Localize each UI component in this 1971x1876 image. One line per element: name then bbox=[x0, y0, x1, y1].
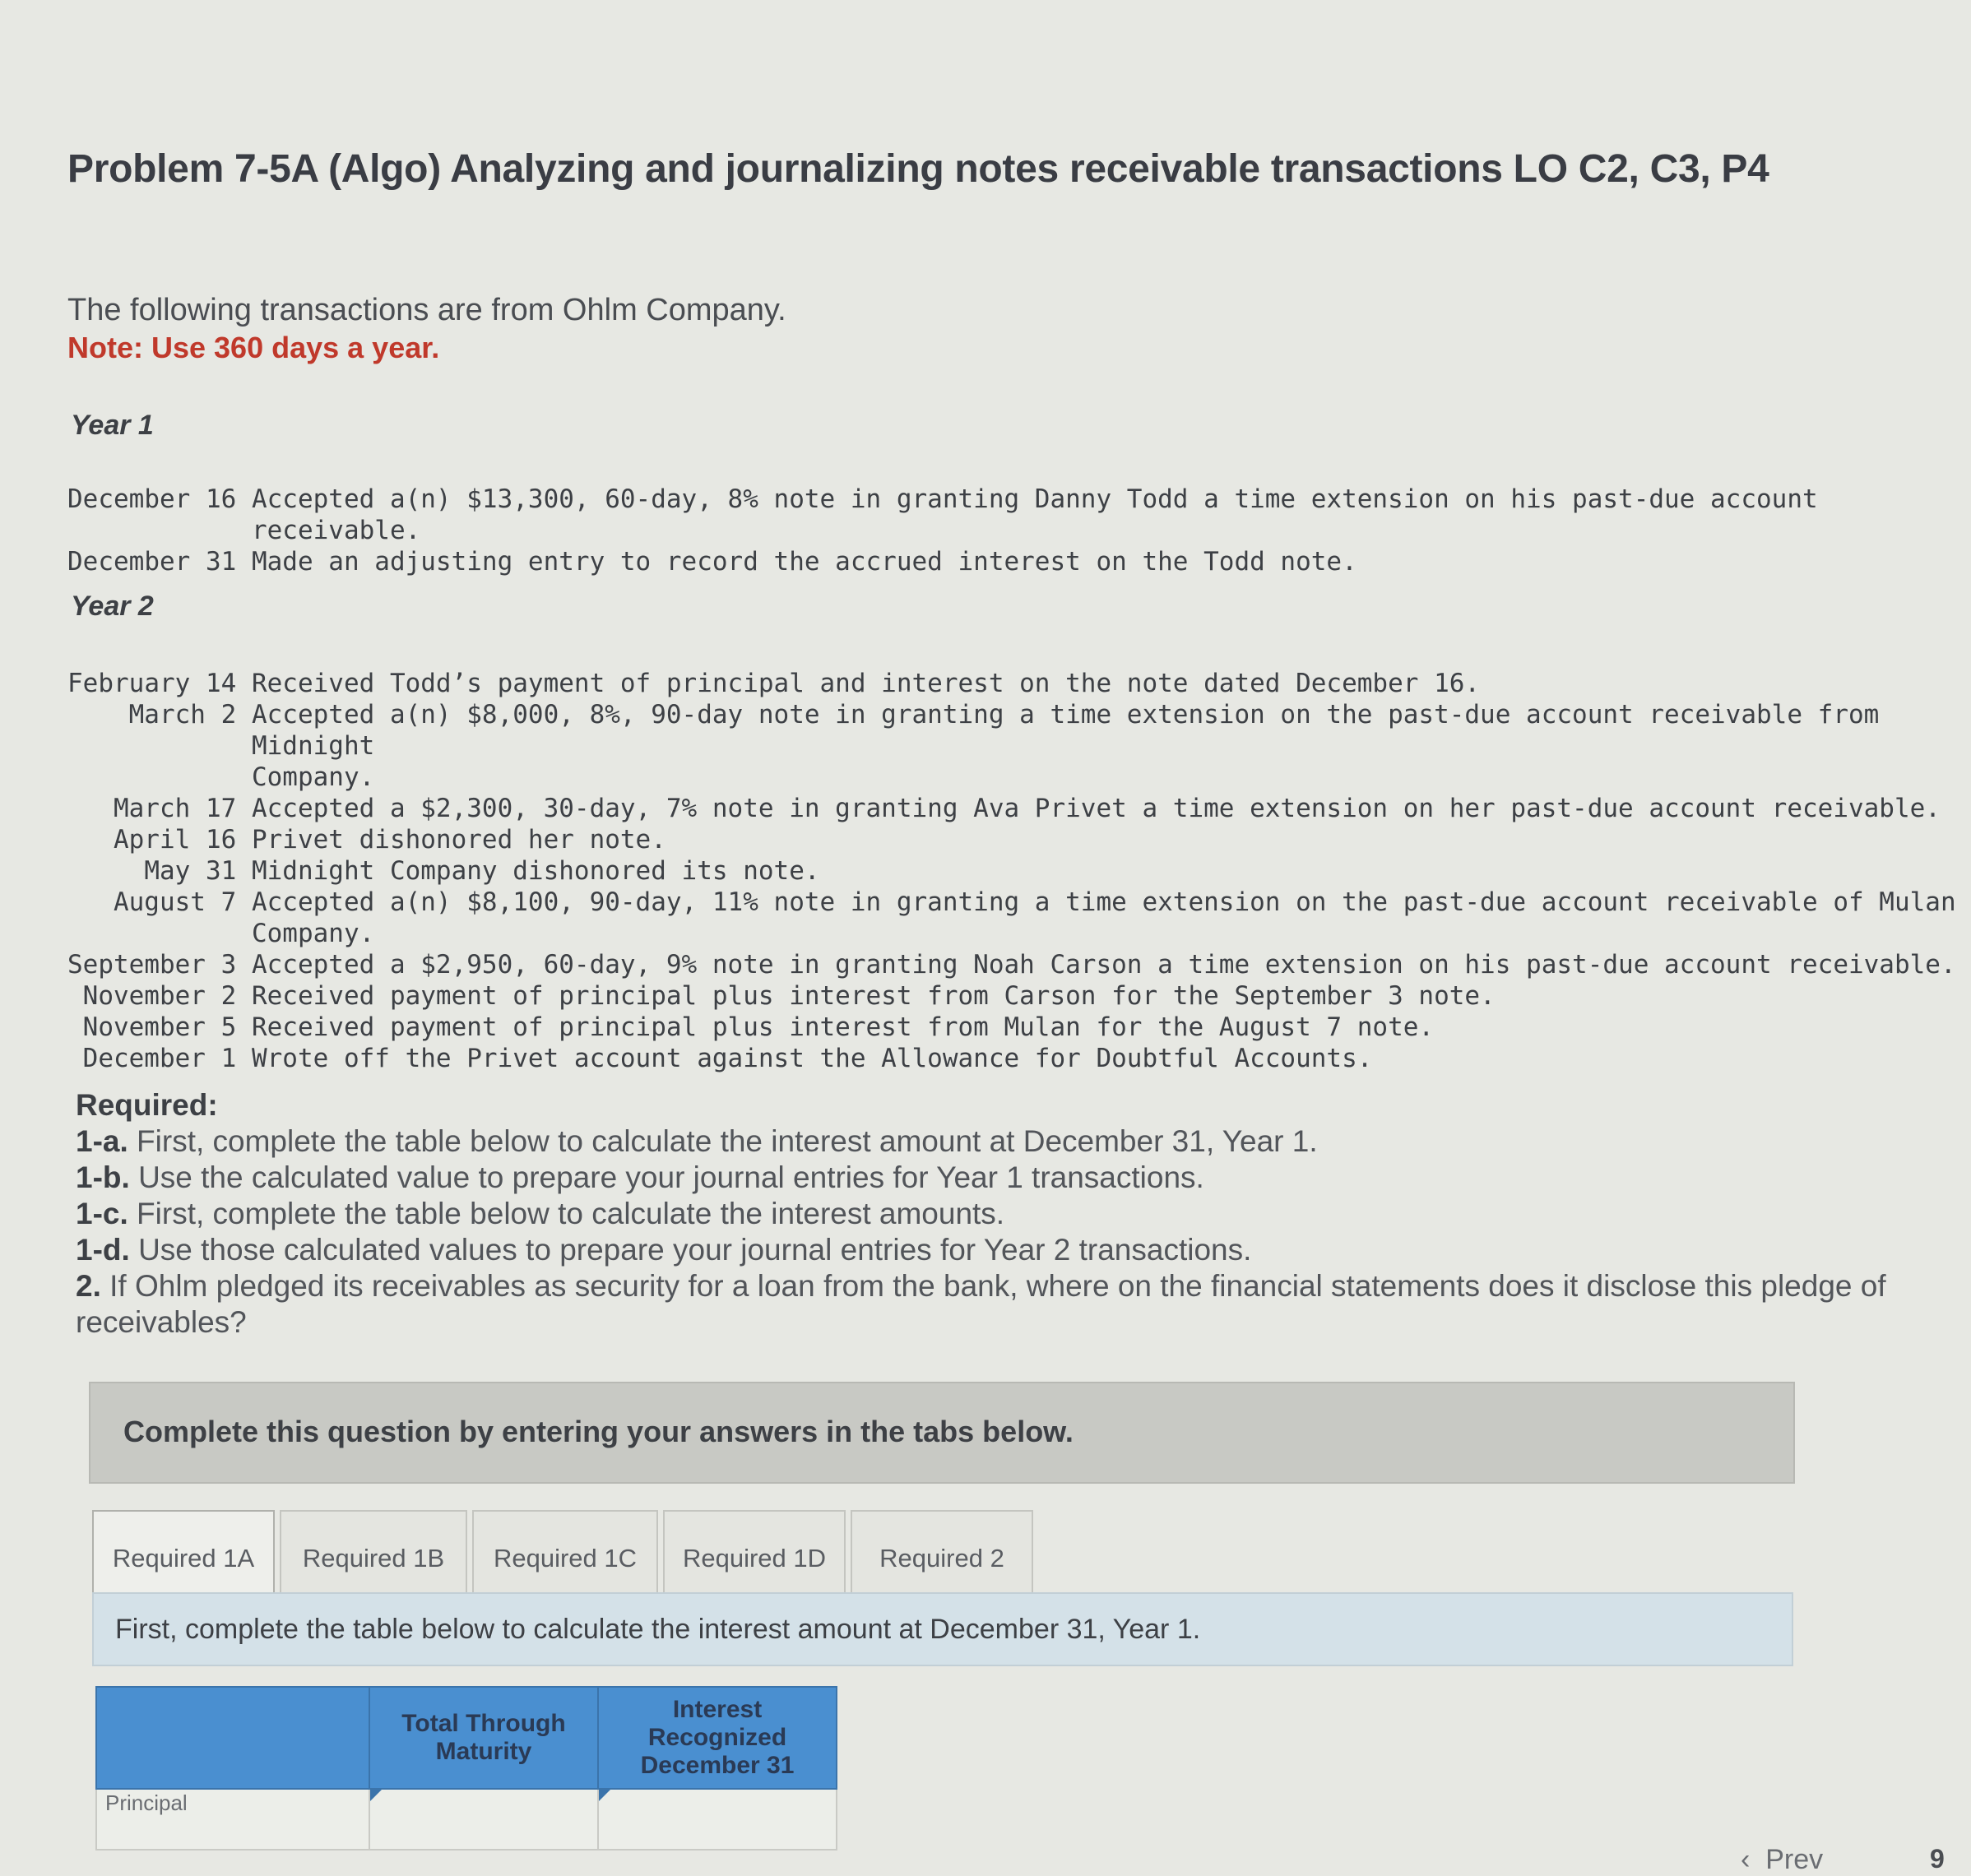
required-item-tag: 2. bbox=[76, 1269, 101, 1303]
transaction-date: May 31 bbox=[144, 856, 237, 886]
transaction-date: February 14 bbox=[67, 669, 237, 698]
panel-heading: Complete this question by entering your answers in the tabs below. bbox=[123, 1415, 1074, 1448]
table-header-blank bbox=[96, 1687, 369, 1789]
transaction-text: Made an adjusting entry to record the accrued interest on the Todd note. bbox=[251, 547, 1357, 577]
required-item-tag: 1-b. bbox=[76, 1160, 130, 1194]
tab-required-1[interactable]: Required 1A bbox=[92, 1510, 275, 1605]
year2-transactions bbox=[67, 668, 1971, 1074]
required-item-tag: 1-a. bbox=[76, 1124, 128, 1158]
page-title: Problem 7-5A (Algo) Analyzing and journalizing notes receivable transactions LO C2, C3, P4 bbox=[67, 147, 1769, 191]
transaction-date: November 2 bbox=[82, 981, 237, 1011]
transaction-row bbox=[67, 887, 1971, 949]
transaction-text: Accepted a $2,300, 30-day, 7% note in granting Ava Privet a time extension on her past-due account receivable. bbox=[251, 794, 1941, 823]
instruction-bar bbox=[92, 1592, 1793, 1666]
transaction-text: Accepted a $2,950, 60-day, 9% note in granting Noah Carson a time extension on his past-due account receivable. bbox=[251, 950, 1956, 980]
tab-required-3[interactable]: Required 1C bbox=[472, 1510, 658, 1605]
year1-label: Year 1 bbox=[71, 410, 154, 441]
transaction-text: Accepted a(n) $13,300, 60-day, 8% note in granting Danny Todd a time extension on his past-due account receivable. bbox=[251, 484, 1834, 545]
required-item bbox=[76, 1232, 1951, 1268]
transaction-date: August 7 bbox=[113, 887, 237, 917]
transaction-date: March 17 bbox=[113, 794, 237, 823]
page-number[interactable]: 9 bbox=[1930, 1844, 1945, 1874]
required-item-text: Use those calculated values to prepare your journal entries for Year 2 transactions. bbox=[138, 1233, 1252, 1267]
answer-panel-header bbox=[89, 1382, 1795, 1484]
transaction-text: Midnight Company dishonored its note. bbox=[251, 856, 820, 886]
required-item-text: Use the calculated value to prepare your journal entries for Year 1 transactions. bbox=[138, 1160, 1204, 1194]
transaction-row bbox=[67, 824, 1971, 855]
prev-label: Prev bbox=[1765, 1844, 1824, 1875]
instruction-text: First, complete the table below to calculate the interest amount at December 31, Year 1. bbox=[115, 1614, 1201, 1645]
required-item-text: First, complete the table below to calculate the interest amount at December 31, Year 1. bbox=[137, 1124, 1318, 1158]
transaction-date: March 2 bbox=[128, 700, 237, 730]
principal-total-input[interactable] bbox=[369, 1789, 598, 1850]
tab-required-2[interactable]: Required 1B bbox=[280, 1510, 467, 1605]
transaction-date: December 31 bbox=[67, 547, 237, 577]
principal-interest-input[interactable] bbox=[598, 1789, 837, 1850]
tab-required-5[interactable]: Required 2 bbox=[851, 1510, 1033, 1605]
tab-required-4[interactable]: Required 1D bbox=[663, 1510, 846, 1605]
intro-text: The following transactions are from Ohlm Company. bbox=[67, 293, 786, 327]
transaction-row bbox=[67, 793, 1971, 824]
tab-bar bbox=[92, 1510, 1038, 1605]
required-item-text: First, complete the table below to calculate the interest amounts. bbox=[137, 1197, 1005, 1230]
transaction-row bbox=[67, 1012, 1971, 1043]
transaction-text: Privet dishonored her note. bbox=[251, 825, 666, 855]
transaction-date: December 1 bbox=[82, 1044, 237, 1073]
prev-button[interactable]: ‹ Prev bbox=[1741, 1844, 1824, 1875]
year2-label: Year 2 bbox=[71, 591, 154, 622]
required-item bbox=[76, 1123, 1951, 1160]
transaction-row bbox=[67, 546, 1971, 577]
transaction-row bbox=[67, 855, 1971, 887]
row-label-principal: Principal bbox=[96, 1789, 369, 1850]
required-item bbox=[76, 1160, 1951, 1196]
transaction-text: Received payment of principal plus interest from Carson for the September 3 note. bbox=[251, 981, 1496, 1011]
transaction-date: September 3 bbox=[67, 950, 237, 980]
transaction-text: Received Todd’s payment of principal and interest on the note dated December 16. bbox=[251, 669, 1481, 698]
transaction-date: November 5 bbox=[82, 1012, 237, 1042]
year1-transactions bbox=[67, 484, 1971, 577]
transaction-date: December 16 bbox=[67, 484, 237, 514]
interest-table bbox=[95, 1686, 837, 1851]
transaction-date: April 16 bbox=[113, 825, 237, 855]
transaction-text: Accepted a(n) $8,100, 90-day, 11% note in granting a time extension on the past-due account receivable of Mulan Company. bbox=[251, 887, 1956, 948]
required-item-tag: 1-c. bbox=[76, 1197, 128, 1230]
required-item-tag: 1-d. bbox=[76, 1233, 130, 1267]
required-heading: Required: bbox=[76, 1088, 218, 1122]
transaction-text: Accepted a(n) $8,000, 8%, 90-day note in granting a time extension on the past-due account receivable from Midnight Company. bbox=[251, 700, 1880, 792]
transaction-row bbox=[67, 980, 1971, 1012]
table-header-interest: Interest Recognized December 31 bbox=[598, 1687, 837, 1789]
transaction-row bbox=[67, 699, 1971, 793]
transaction-row bbox=[67, 484, 1971, 546]
note-text: Note: Use 360 days a year. bbox=[67, 331, 440, 364]
required-section bbox=[76, 1087, 1951, 1341]
transaction-row bbox=[67, 668, 1971, 699]
transaction-row bbox=[67, 949, 1971, 980]
table-row bbox=[96, 1789, 837, 1850]
transaction-row bbox=[67, 1043, 1971, 1074]
required-item bbox=[76, 1268, 1951, 1341]
required-item-text: If Ohlm pledged its receivables as security for a loan from the bank, where on the financial statements does it disclose this pledge of receivables? bbox=[76, 1269, 1886, 1339]
transaction-text: Received payment of principal plus interest from Mulan for the August 7 note. bbox=[251, 1012, 1435, 1042]
required-item bbox=[76, 1196, 1951, 1232]
transaction-text: Wrote off the Privet account against the Allowance for Doubtful Accounts. bbox=[251, 1044, 1373, 1073]
table-header-total: Total Through Maturity bbox=[369, 1687, 598, 1789]
